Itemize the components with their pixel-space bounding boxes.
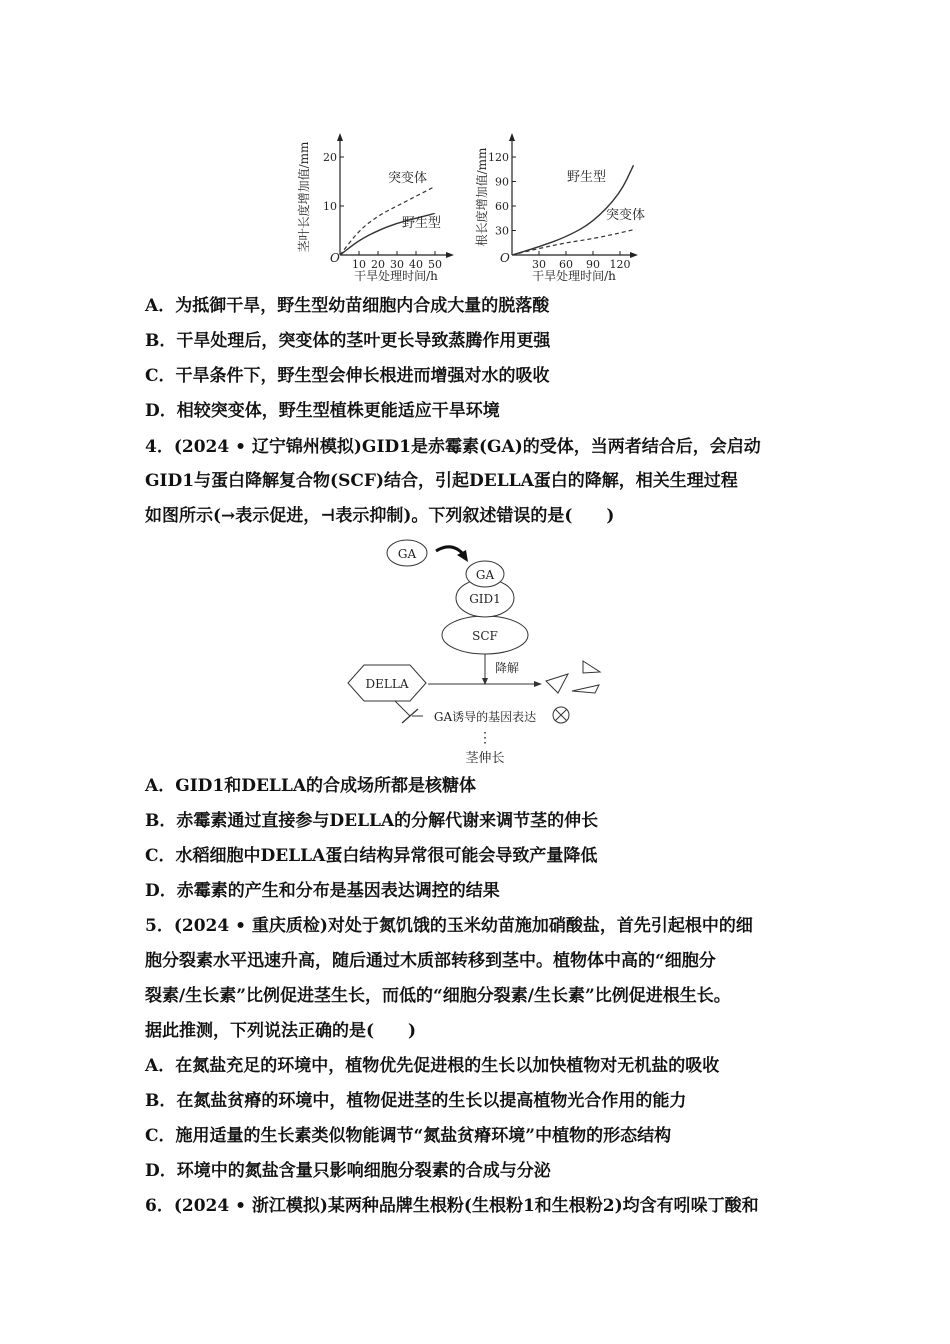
gid1-label: GID1: [469, 592, 501, 606]
q4-stem-line-1: 4．(2024 • 辽宁锦州模拟)GID1是赤霉素(GA)的受体，当两者结合后，会启动: [145, 437, 761, 457]
q3-option-b: B．干旱处理后，突变体的茎叶更长导致蒸腾作用更强: [145, 331, 551, 351]
q6-stem-line-1: 6．(2024 • 浙江模拟)某两种品牌生根粉(生根粉1和生根粉2)均含有吲哚丁酸和: [145, 1196, 759, 1216]
continuation-dots: ⋮: [478, 730, 492, 746]
chart1-y-arrow: [337, 133, 343, 141]
stem-elongation-label: 茎伸长: [465, 751, 505, 766]
chart2-legend-wildtype: 野生型: [567, 170, 607, 185]
q5-stem-line-1: 5．(2024 • 重庆质检)对处于氮饥饿的玉米幼苗施加硝酸盐，首先引起根中的细: [145, 916, 753, 936]
degrade-arrowhead: [534, 681, 542, 687]
chart-root-length: [470, 125, 650, 285]
q3-option-c: C．干旱条件下，野生型会伸长根进而增强对水的吸收: [145, 366, 550, 386]
c1-xtick-label-0: 10: [352, 258, 366, 271]
c1-xtick-label-2: 30: [390, 258, 404, 271]
chart2-xlabel: 干旱处理时间/h: [532, 269, 616, 283]
q3-option-a: A．为抵御干旱，野生型幼苗细胞内合成大量的脱落酸: [145, 296, 550, 316]
q5-option-d: D．环境中的氮盐含量只影响细胞分裂素的合成与分泌: [145, 1161, 551, 1181]
c2-xtick-label-2: 90: [586, 258, 600, 271]
q3-option-d: D．相较突变体，野生型植株更能适应干旱环境: [145, 401, 500, 421]
chart2-ylabel: 根长度增加值/mm: [475, 147, 489, 247]
fragment-2: [583, 661, 600, 673]
c2-ytick-label-2: 90: [495, 175, 509, 189]
chart2-x-arrow: [630, 252, 638, 258]
chart2-origin: O: [500, 251, 510, 265]
q5-option-a: A．在氮盐充足的环境中，植物优先促进根的生长以加快植物对无机盐的吸收: [145, 1056, 720, 1076]
c1-ytick-label-1: 20: [323, 151, 337, 164]
c2-ytick-label-1: 60: [495, 200, 509, 213]
gene-expr-label: GA诱导的基因表达: [433, 710, 537, 724]
chart-stem-leaf-length: [290, 125, 460, 285]
chart2-y-arrow: [509, 133, 515, 141]
q4-option-d: D．赤霉素的产生和分布是基因表达调控的结果: [145, 881, 500, 901]
q5-option-b: B．在氮盐贫瘠的环境中，植物促进茎的生长以提高植物光合作用的能力: [145, 1091, 687, 1111]
della-label: DELLA: [365, 677, 409, 691]
chart1-legend-mutant: 突变体: [388, 171, 428, 186]
fragment-1: [546, 674, 568, 693]
chart1-x-arrow: [446, 252, 454, 258]
c2-ytick-label-0: 30: [495, 224, 509, 238]
ga-free-label: GA: [397, 547, 417, 561]
q5-option-c: C．施用适量的生长素类似物能调节“氮盐贫瘠环境”中植物的形态结构: [145, 1126, 672, 1146]
q5-stem-line-3: 裂素/生长素”比例促进茎生长，而低的“细胞分裂素/生长素”比例促进根生长。: [145, 986, 731, 1006]
q5-stem-line-2: 胞分裂素水平迅速升高，随后通过木质部转移到茎中。植物体中高的“细胞分: [145, 951, 716, 971]
q5-stem-line-4: 据此推测，下列说法正确的是( ): [145, 1021, 417, 1041]
chart1-origin: O: [330, 251, 340, 265]
c1-xtick-label-3: 40: [409, 258, 423, 271]
q4-option-a: A．GID1和DELLA的合成场所都是核糖体: [145, 776, 477, 796]
c1-xtick-label-1: 20: [371, 258, 385, 271]
q4-stem-line-2: GID1与蛋白降解复合物(SCF)结合，引起DELLA蛋白的降解，相关生理过程: [145, 471, 738, 491]
c2-xtick-label-1: 60: [559, 258, 573, 271]
fragment-3: [572, 685, 599, 693]
degrade-label: 降解: [495, 661, 520, 675]
inhibit-line: [395, 701, 410, 716]
c2-xtick-label-0: 30: [532, 258, 546, 271]
c2-xtick-label-3: 120: [609, 258, 631, 271]
chart2-legend-mutant: 突变体: [606, 208, 646, 223]
chart1-ylabel: 茎叶长度增加值/mm: [297, 141, 311, 253]
q4-stem-line-3: 如图所示(→表示促进，⊣表示抑制)。下列叙述错误的是( ): [145, 506, 615, 526]
scf-label: SCF: [472, 629, 498, 643]
ga-bound-label: GA: [475, 568, 495, 582]
q4-option-b: B．赤霉素通过直接参与DELLA的分解代谢来调节茎的伸长: [145, 811, 599, 831]
q4-option-c: C．水稻细胞中DELLA蛋白结构异常很可能会导致产量降低: [145, 846, 598, 866]
ga-signaling-diagram: [340, 535, 620, 770]
c2-ytick-label-3: 120: [488, 151, 509, 164]
chart1-xlabel: 干旱处理时间/h: [354, 269, 438, 283]
c1-xtick-label-4: 50: [428, 258, 442, 271]
c1-ytick-label-0: 10: [323, 200, 337, 213]
chart1-legend-wildtype: 野生型: [402, 216, 442, 231]
